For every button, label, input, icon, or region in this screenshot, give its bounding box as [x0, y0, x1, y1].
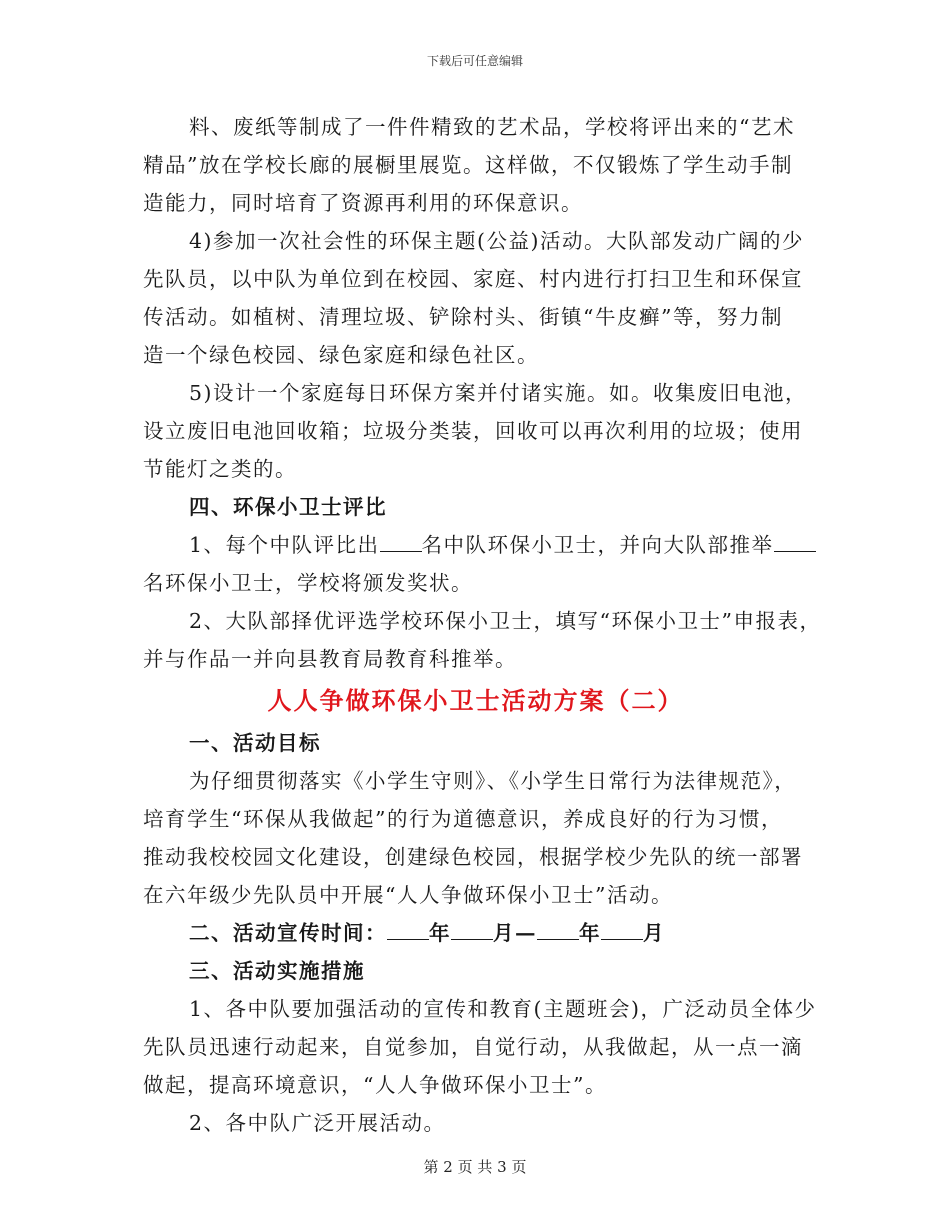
fill-in-blank	[601, 921, 643, 940]
section-title: 人人争做环保小卫士活动方案（二）	[267, 686, 684, 715]
fill-in-blank	[387, 921, 429, 940]
text-segment: 二、活动宣传时间：	[189, 921, 387, 945]
paragraph-line: 先队员迅速行动起来，自觉参加，自觉行动，从我做起，从一点一滴	[143, 1035, 803, 1059]
section-heading-1: 一、活动目标	[189, 731, 321, 755]
paragraph-line: 2、大队部择优评选学校环保小卫士，填写“环保小卫士”申报表，	[189, 609, 822, 633]
text-segment: 月	[643, 921, 665, 945]
paragraph-line: 料、废纸等制成了一件件精致的艺术品，学校将评出来的“艺术	[189, 115, 795, 139]
page-header: 下载后可任意编辑	[426, 54, 523, 68]
text-segment: 1、每个中队评比出	[189, 533, 380, 557]
paragraph-line: 为仔细贯彻落实《小学生守则》、《小学生日常行为法律规范》，	[189, 769, 797, 793]
section-heading-2	[143, 914, 808, 952]
paragraph-line: 5)设计一个家庭每日环保方案并付诸实施。如。收集废旧电池，	[189, 381, 808, 405]
paragraph-line: 2、各中队广泛开展活动。	[189, 1111, 446, 1135]
paragraph-line: 4)参加一次社会性的环保主题(公益)活动。大队部发动广阔的少	[189, 229, 805, 253]
paragraph-line: 节能灯之类的。	[143, 457, 297, 481]
fill-in-blank	[774, 533, 816, 552]
fill-in-blank	[451, 921, 493, 940]
paragraph-line: 设立废旧电池回收箱；垃圾分类装，回收可以再次利用的垃圾；使用	[143, 419, 803, 443]
text-segment: 年	[579, 921, 601, 945]
paragraph-line: 做起，提高环境意识，“人人争做环保小卫士”。	[143, 1073, 607, 1097]
page-footer: 第 2 页 共 3 页	[423, 1158, 527, 1176]
paragraph-line: 名环保小卫士，学校将颁发奖状。	[143, 571, 473, 595]
paragraph-line: 造能力，同时培育了资源再利用的环保意识。	[143, 191, 583, 215]
text-segment: 月—	[493, 921, 537, 945]
section-heading-4: 四、环保小卫士评比	[189, 495, 387, 519]
paragraph-line: 推动我校校园文化建设，创建绿色校园，根据学校少先队的统一部署	[143, 845, 803, 869]
fill-in-blank	[380, 533, 422, 552]
section-heading-3: 三、活动实施措施	[189, 959, 365, 983]
paragraph-line: 1、各中队要加强活动的宣传和教育(主题班会)，广泛动员全体少	[189, 997, 817, 1021]
paragraph-line: 培育学生“环保从我做起”的行为道德意识，养成良好的行为习惯，	[143, 807, 783, 831]
paragraph-line: 先队员，以中队为单位到在校园、家庭、村内进行打扫卫生和环保宣	[143, 267, 803, 291]
text-segment: 名中队环保小卫士，并向大队部推举	[421, 533, 774, 557]
paragraph-line	[143, 526, 808, 564]
fill-in-blank	[537, 921, 579, 940]
text-segment: 年	[429, 921, 451, 945]
paragraph-line: 在六年级少先队员中开展“人人争做环保小卫士”活动。	[143, 883, 673, 907]
paragraph-line: 精品”放在学校长廊的展橱里展览。这样做，不仅锻炼了学生动手制	[143, 153, 793, 177]
paragraph-line: 并与作品一并向县教育局教育科推举。	[143, 647, 517, 671]
paragraph-line: 传活动。如植树、清理垃圾、铲除村头、街镇“牛皮癣”等，努力制	[143, 305, 783, 329]
document-body	[143, 108, 822, 1142]
paragraph-line: 造一个绿色校园、绿色家庭和绿色社区。	[143, 343, 539, 367]
